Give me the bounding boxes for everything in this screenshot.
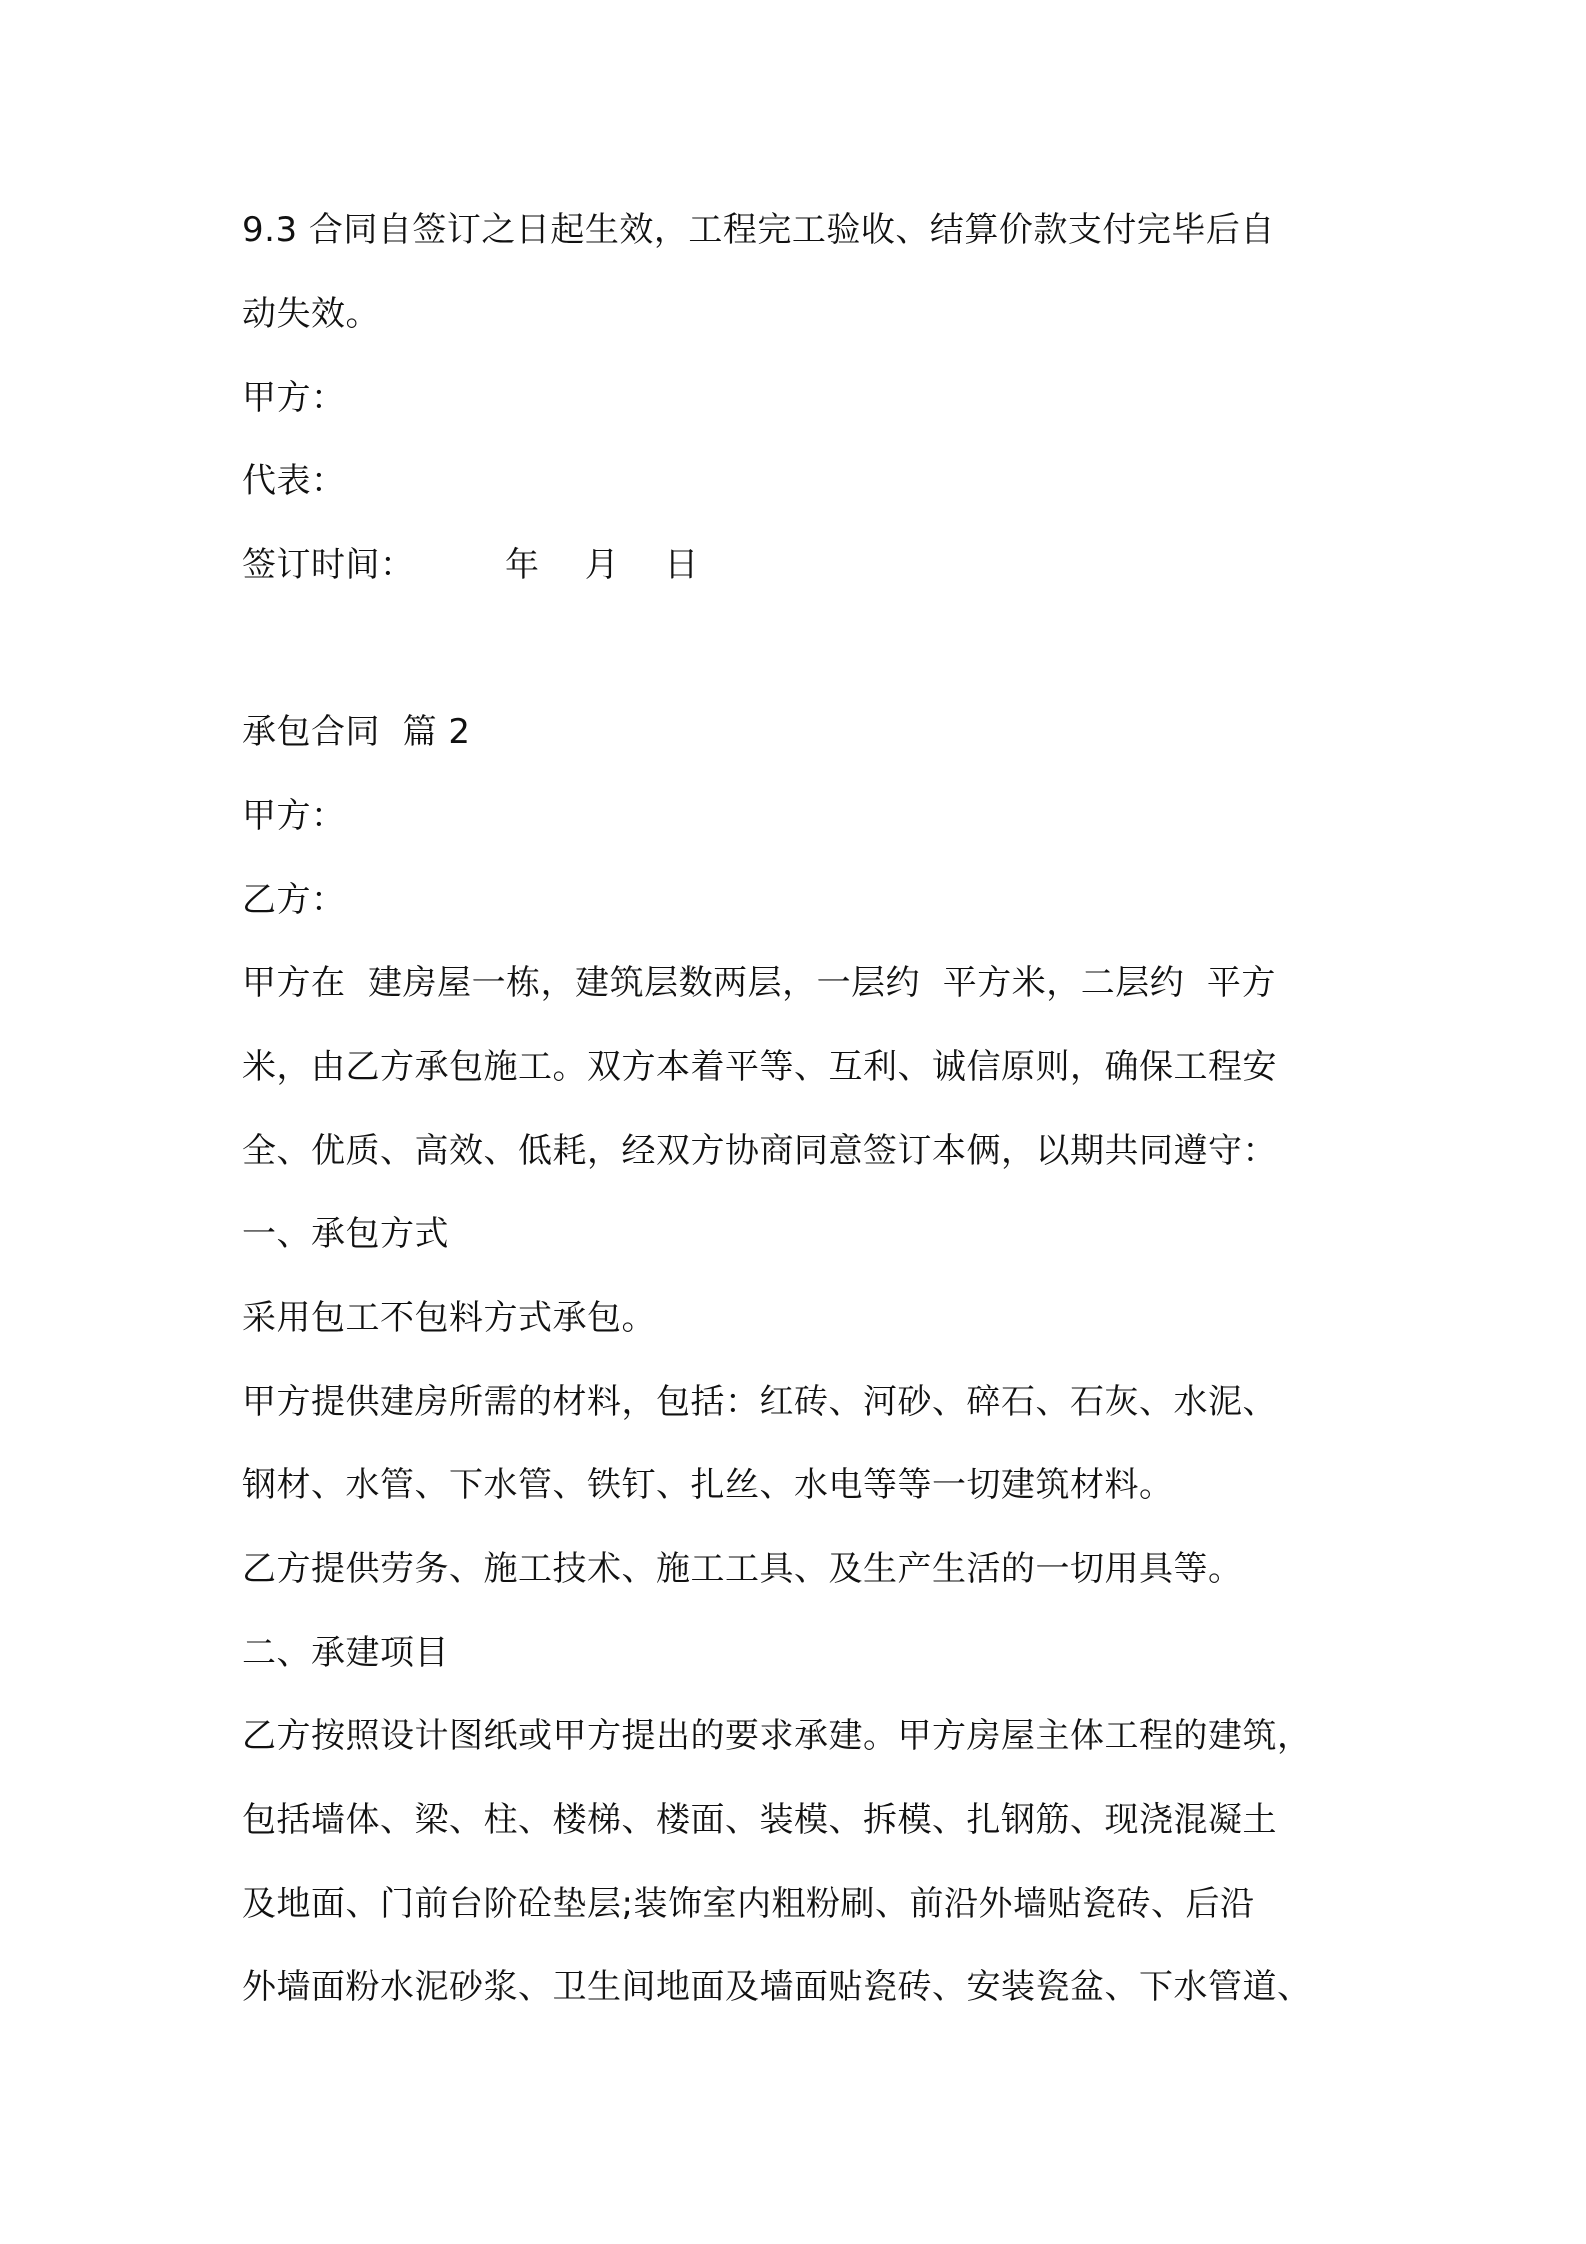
party-a-signature-label: 甲方： bbox=[242, 378, 346, 418]
preamble-line-1: 甲方在 建房屋一栋，建筑层数两层，一层约 平方米，二层约 平方 bbox=[242, 963, 1276, 1003]
section-2-paragraph-line-4: 外墙面粉水泥砂浆、卫生间地面及墙面贴瓷砖、安装瓷盆、下水管道、 bbox=[242, 1967, 1312, 2007]
section-1-paragraph-2-line-1: 甲方提供建房所需的材料，包括：红砖、河砂、碎石、石灰、水泥、 bbox=[242, 1382, 1277, 1422]
section-1-heading: 一、承包方式 bbox=[242, 1214, 449, 1254]
section-2-paragraph-line-3: 及地面、门前台阶砼垫层;装饰室内粗粉刷、前沿外墙贴瓷砖、后沿 bbox=[242, 1884, 1255, 1924]
party-a-label: 甲方： bbox=[242, 796, 346, 836]
clause-9-3-line-1: 9.3 合同自签订之日起生效，工程完工验收、结算价款支付完毕后自 bbox=[242, 210, 1275, 250]
contract-2-title: 承包合同 篇 2 bbox=[242, 712, 471, 752]
party-b-label: 乙方： bbox=[242, 880, 346, 920]
signing-date-label: 签订时间： 年 月 日 bbox=[242, 545, 699, 585]
representative-label: 代表： bbox=[242, 461, 346, 501]
section-1-paragraph-2-line-2: 钢材、水管、下水管、铁钉、扎丝、水电等等一切建筑材料。 bbox=[242, 1465, 1174, 1505]
section-2-heading: 二、承建项目 bbox=[242, 1633, 449, 1673]
section-1-paragraph-1: 采用包工不包料方式承包。 bbox=[242, 1298, 656, 1338]
section-2-paragraph-line-2: 包括墙体、梁、柱、楼梯、楼面、装模、拆模、扎钢筋、现浇混凝土 bbox=[242, 1800, 1277, 1840]
clause-9-3-line-2: 动失效。 bbox=[242, 294, 380, 334]
section-2-paragraph-line-1: 乙方按照设计图纸或甲方提出的要求承建。甲方房屋主体工程的建筑， bbox=[242, 1716, 1312, 1756]
preamble-line-3: 全、优质、高效、低耗，经双方协商同意签订本俩，以期共同遵守： bbox=[242, 1131, 1277, 1171]
preamble-line-2: 米，由乙方承包施工。双方本着平等、互利、诚信原则，确保工程安 bbox=[242, 1047, 1277, 1087]
section-1-paragraph-3: 乙方提供劳务、施工技术、施工工具、及生产生活的一切用具等。 bbox=[242, 1549, 1243, 1589]
